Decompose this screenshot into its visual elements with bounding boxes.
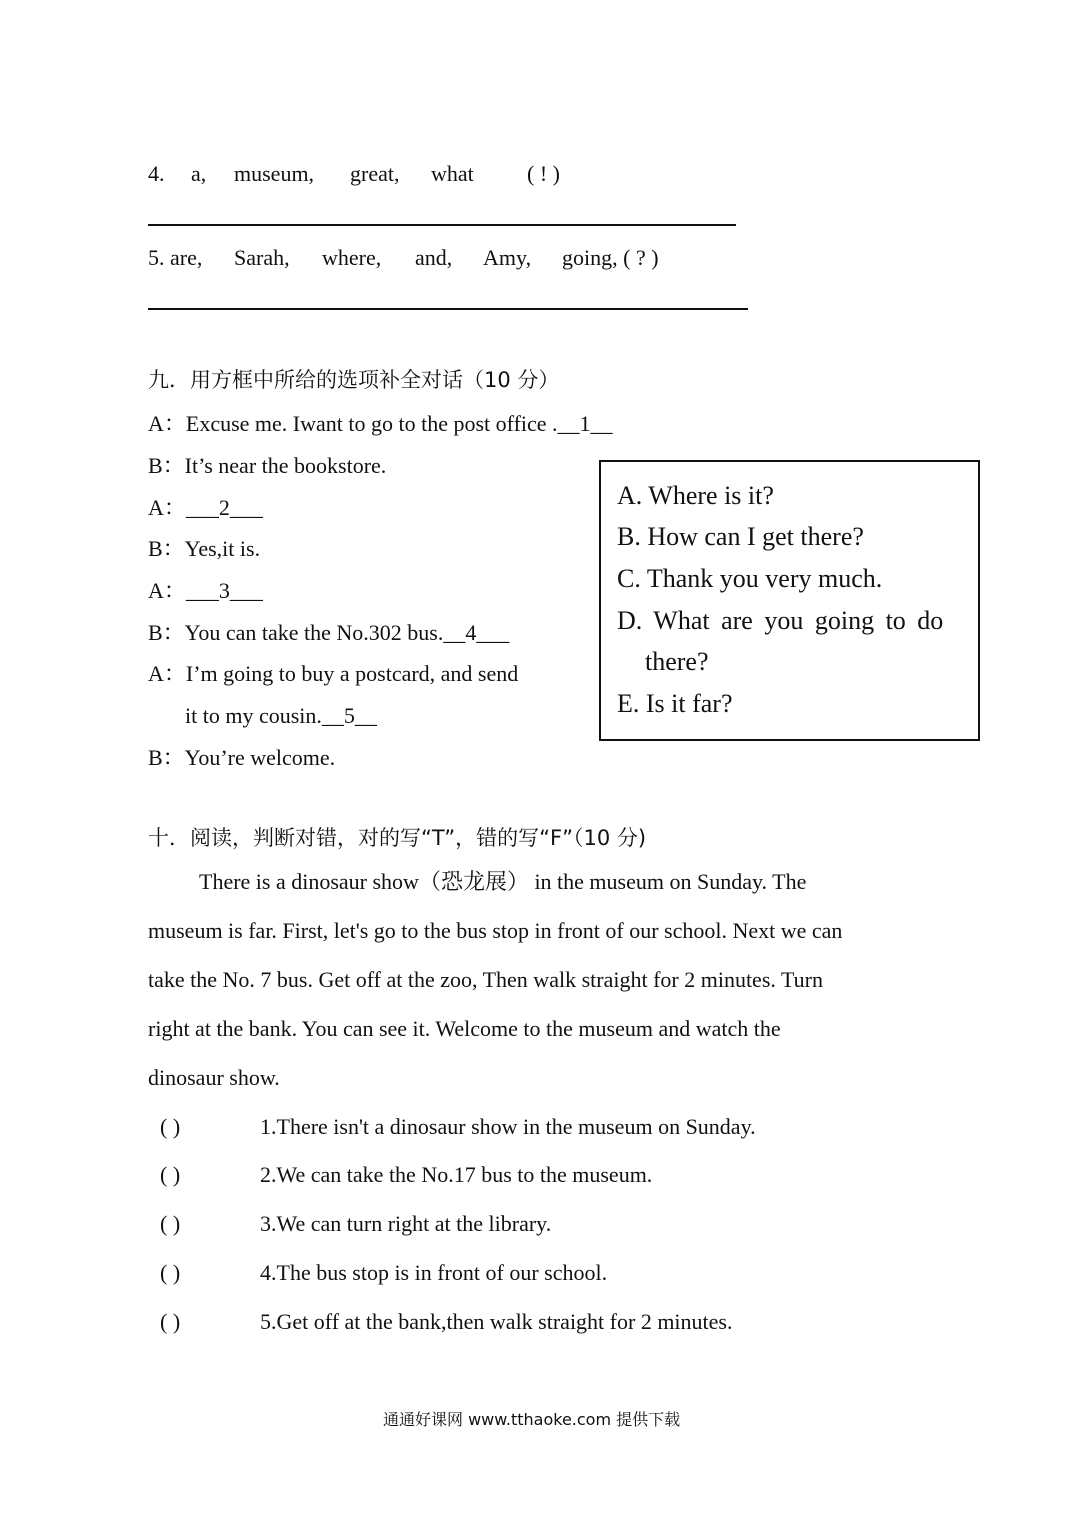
option-e: E. Is it far? (617, 689, 733, 718)
option-b: B. How can I get there? (617, 522, 864, 551)
passage-line: take the No. 7 bus. Get off at the zoo, Then walk straight for 2 minutes. Turn (148, 967, 823, 992)
q5-word: 5. are, (148, 245, 203, 270)
tf-question: 5.Get off at the bank,then walk straight for 2 minutes. (260, 1309, 733, 1334)
section-9-title: 九．用方框中所给的选项补全对话（10 分） (148, 368, 560, 392)
dialogue-line: A：___3___ (148, 578, 263, 603)
tf-question: 2.We can take the No.17 bus to the museum. (260, 1162, 653, 1187)
dialogue-line: B：Yes,it is. (148, 536, 261, 561)
option-c: C. Thank you very much. (617, 564, 883, 593)
q4-word: museum, (234, 161, 315, 186)
passage-line: dinosaur show. (148, 1065, 280, 1090)
dialogue-line: A：___2___ (148, 495, 263, 520)
answer-paren[interactable]: ( ) (160, 1114, 181, 1139)
q4-word: a, (191, 161, 207, 186)
section-10-title: 十．阅读，判断对错，对的写“T”，错的写“F”（10 分) (148, 826, 647, 850)
answer-paren[interactable]: ( ) (160, 1309, 181, 1334)
dialogue-line: B：You can take the No.302 bus.__4___ (148, 620, 510, 645)
passage-line: There is a dinosaur show（恐龙展） in the museum on Sunday. The (199, 869, 807, 894)
tf-question: 4.The bus stop is in front of our school. (260, 1260, 608, 1285)
q4-word: what (431, 161, 474, 186)
answer-line[interactable] (148, 308, 748, 310)
q5-word: Sarah, (234, 245, 290, 270)
page-footer: 通通好课网 www.tthaoke.com 提供下载 (383, 1410, 681, 1429)
dialogue-line: A：I’m going to buy a postcard, and send (148, 661, 519, 686)
option-d: D. What are you going to do (617, 606, 944, 635)
option-d-continued: there? (645, 647, 709, 676)
dialogue-line: it to my cousin.__5__ (185, 703, 377, 728)
answer-paren[interactable]: ( ) (160, 1162, 181, 1187)
q4-punctuation: ( ! ) (527, 161, 560, 186)
q5-word: where, (322, 245, 382, 270)
q5-word: Amy, (483, 245, 532, 270)
dialogue-line: A：Excuse me. Iwant to go to the post office .__1__ (148, 411, 613, 436)
q5-word: going, ( ? ) (562, 245, 659, 270)
q5-word: and, (415, 245, 453, 270)
tf-question: 3.We can turn right at the library. (260, 1211, 552, 1236)
passage-line: right at the bank. You can see it. Welcome to the museum and watch the (148, 1016, 781, 1041)
options-box (599, 460, 980, 741)
passage-line: museum is far. First, let's go to the bus stop in front of our school. Next we can (148, 918, 843, 943)
answer-paren[interactable]: ( ) (160, 1211, 181, 1236)
dialogue-line: B：It’s near the bookstore. (148, 453, 387, 478)
q4-word: great, (350, 161, 400, 186)
option-a: A. Where is it? (617, 481, 774, 510)
answer-paren[interactable]: ( ) (160, 1260, 181, 1285)
answer-line[interactable] (148, 224, 736, 226)
q4-word: 4. (148, 161, 165, 186)
dialogue-line: B：You’re welcome. (148, 745, 336, 770)
tf-question: 1.There isn't a dinosaur show in the museum on Sunday. (260, 1114, 756, 1139)
